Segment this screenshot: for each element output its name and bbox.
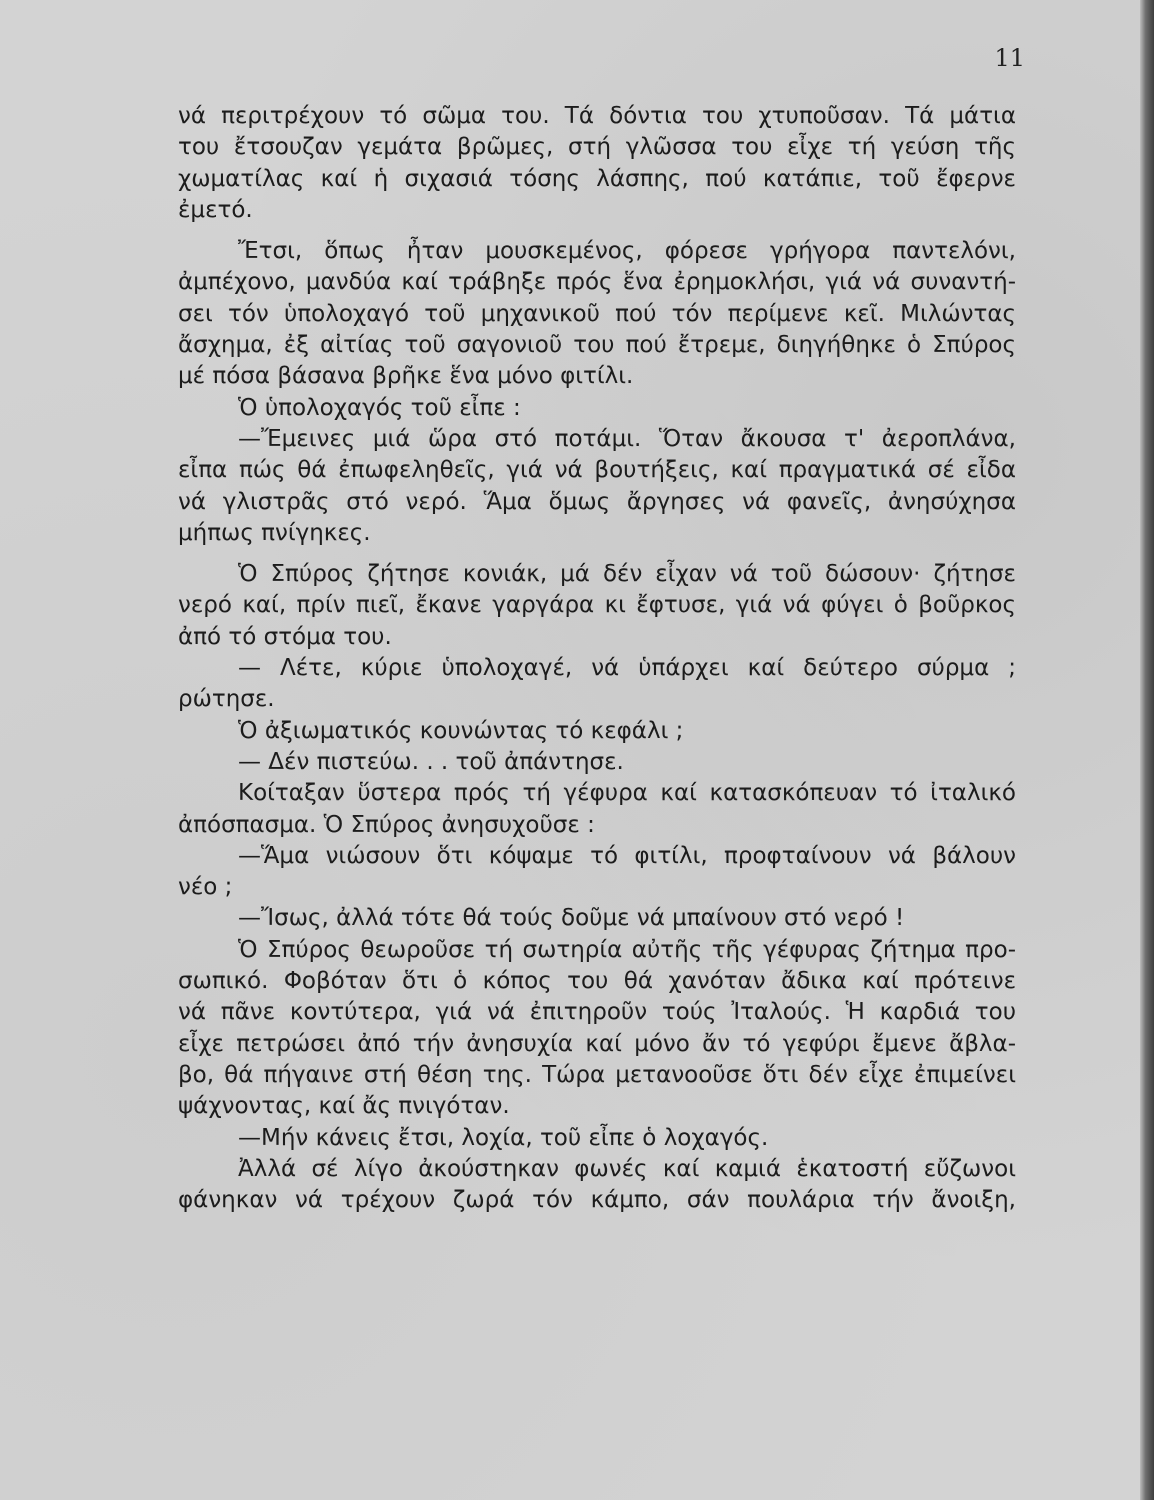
text-line: νερό καί, πρίν πιεῖ, ἔκανε γαργάρα κι ἔφτυσε, γιά νά φύγει ὁ βοῦρκος — [178, 592, 1016, 619]
paragraph — [178, 903, 1016, 934]
text-line: —Ἅμα νιώσουν ὅτι κόψαμε τό φιτίλι, προφταίνουν νά βάλουν — [238, 842, 1016, 869]
paragraph — [178, 935, 1016, 1123]
text-line: φάνηκαν νά τρέχουν ζωρά τόν κάμπο, σάν πουλάρια τήν ἄνοιξη, — [178, 1187, 1016, 1214]
body-text — [178, 101, 1016, 1216]
text-line: σει τόν ὑπολοχαγό τοῦ μηχανικοῦ πού τόν περίμενε κεῖ. Μιλώντας — [178, 300, 1016, 327]
paragraph — [178, 559, 1016, 653]
paragraph — [178, 747, 1016, 778]
text-line: Ὁ Σπύρος ζήτησε κονιάκ, μά δέν εἶχαν νά τοῦ δώσουν· ζήτησε — [238, 561, 1016, 588]
text-line: νέο ; — [178, 874, 233, 901]
text-line: ἐμετό. — [178, 196, 253, 223]
text-line: εἶπα πώς θά ἐπωφεληθεῖς, γιά νά βουτήξεις, καί πραγματικά σέ εἶδα — [178, 457, 1016, 484]
text-line: εἶχε πετρώσει ἀπό τήν ἀνησυχία καί μόνο ἄν τό γεφύρι ἔμενε ἄβλα- — [178, 1030, 1016, 1057]
text-line: νά γλιστρᾶς στό νερό. Ἅμα ὅμως ἄργησες νά φανεῖς, ἀνησύχησα — [178, 488, 1016, 515]
text-line: μήπως πνίγηκες. — [178, 519, 371, 546]
text-line: ἄσχημα, ἐξ αἰτίας τοῦ σαγονιοῦ του πού ἔτρεμε, διηγήθηκε ὁ Σπύρος — [178, 332, 1016, 359]
text-line: χωματίλας καί ἡ σιχασιά τόσης λάσπης, πού κατάπιε, τοῦ ἔφερνε — [178, 165, 1016, 192]
text-line: του ἔτσουζαν γεμάτα βρῶμες, στή γλῶσσα του εἶχε τή γεύση τῆς — [178, 134, 1016, 161]
text-line: βο, θά πήγαινε στή θέση της. Τώρα μετανοοῦσε ὅτι δέν εἶχε ἐπιμείνει — [178, 1061, 1016, 1088]
text-line: ψάχνοντας, καί ἄς πνιγόταν. — [178, 1093, 510, 1120]
text-line: —Ἔμεινες μιά ὥρα στό ποτάμι. Ὅταν ἄκουσα τ' ἀεροπλάνα, — [238, 425, 1016, 452]
text-line: σωπικό. Φοβόταν ὅτι ὁ κόπος του θά χανόταν ἄδικα καί πρότεινε — [178, 968, 1016, 995]
text-line: νά πᾶνε κοντύτερα, γιά νά ἐπιτηροῦν τούς Ἰταλούς. Ἡ καρδιά του — [178, 999, 1016, 1026]
page-number: 11 — [994, 44, 1025, 72]
text-line: μέ πόσα βάσανα βρῆκε ἕνα μόνο φιτίλι. — [178, 363, 634, 390]
text-line: —Μήν κάνεις ἔτσι, λοχία, τοῦ εἶπε ὁ λοχαγός. — [238, 1124, 769, 1151]
text-line: ἀπόσπασμα. Ὁ Σπύρος ἀνησυχοῦσε : — [178, 811, 595, 838]
paragraph — [178, 236, 1016, 392]
text-line: Κοίταξαν ὕστερα πρός τή γέφυρα καί κατασκόπευαν τό ἰταλικό — [238, 780, 1016, 807]
text-line: — Λέτε, κύριε ὑπολοχαγέ, νά ὑπάρχει καί δεύτερο σύρμα ; — [238, 655, 1016, 682]
page-edge — [1140, 0, 1154, 1500]
text-line: ἀμπέχονο, μανδύα καί τράβηξε πρός ἕνα ἐρημοκλήσι, γιά νά συναντή- — [178, 269, 1016, 296]
paragraph — [178, 1154, 1016, 1217]
paragraph — [178, 841, 1016, 904]
text-line: Ἔτσι, ὅπως ἦταν μουσκεμένος, φόρεσε γρήγορα παντελόνι, — [238, 238, 1016, 265]
text-line: νά περιτρέχουν τό σῶμα του. Τά δόντια του χτυποῦσαν. Τά μάτια — [178, 103, 1016, 129]
text-line: Ὁ ἀξιωματικός κουνώντας τό κεφάλι ; — [238, 717, 684, 744]
text-line: Ἀλλά σέ λίγο ἀκούστηκαν φωνές καί καμιά ἑκατοστή εὔζωνοι — [238, 1155, 1016, 1182]
text-line: — Δέν πιστεύω. . . τοῦ ἀπάντησε. — [238, 748, 624, 775]
text-line: Ὁ ὑπολοχαγός τοῦ εἶπε : — [238, 394, 521, 421]
paragraph — [178, 653, 1016, 716]
paragraph — [178, 101, 1016, 226]
paragraph — [178, 778, 1016, 841]
text-line: Ὁ Σπύρος θεωροῦσε τή σωτηρία αὐτῆς τῆς γέφυρας ζήτημα προ- — [238, 936, 1016, 963]
text-line: ἀπό τό στόμα του. — [178, 623, 392, 650]
paragraph — [178, 424, 1016, 549]
paragraph — [178, 393, 1016, 424]
text-line: ρώτησε. — [178, 686, 275, 713]
text-line: —Ἴσως, ἀλλά τότε θά τούς δοῦμε νά μπαίνουν στό νερό ! — [238, 905, 905, 932]
paragraph — [178, 716, 1016, 747]
paragraph — [178, 1123, 1016, 1154]
